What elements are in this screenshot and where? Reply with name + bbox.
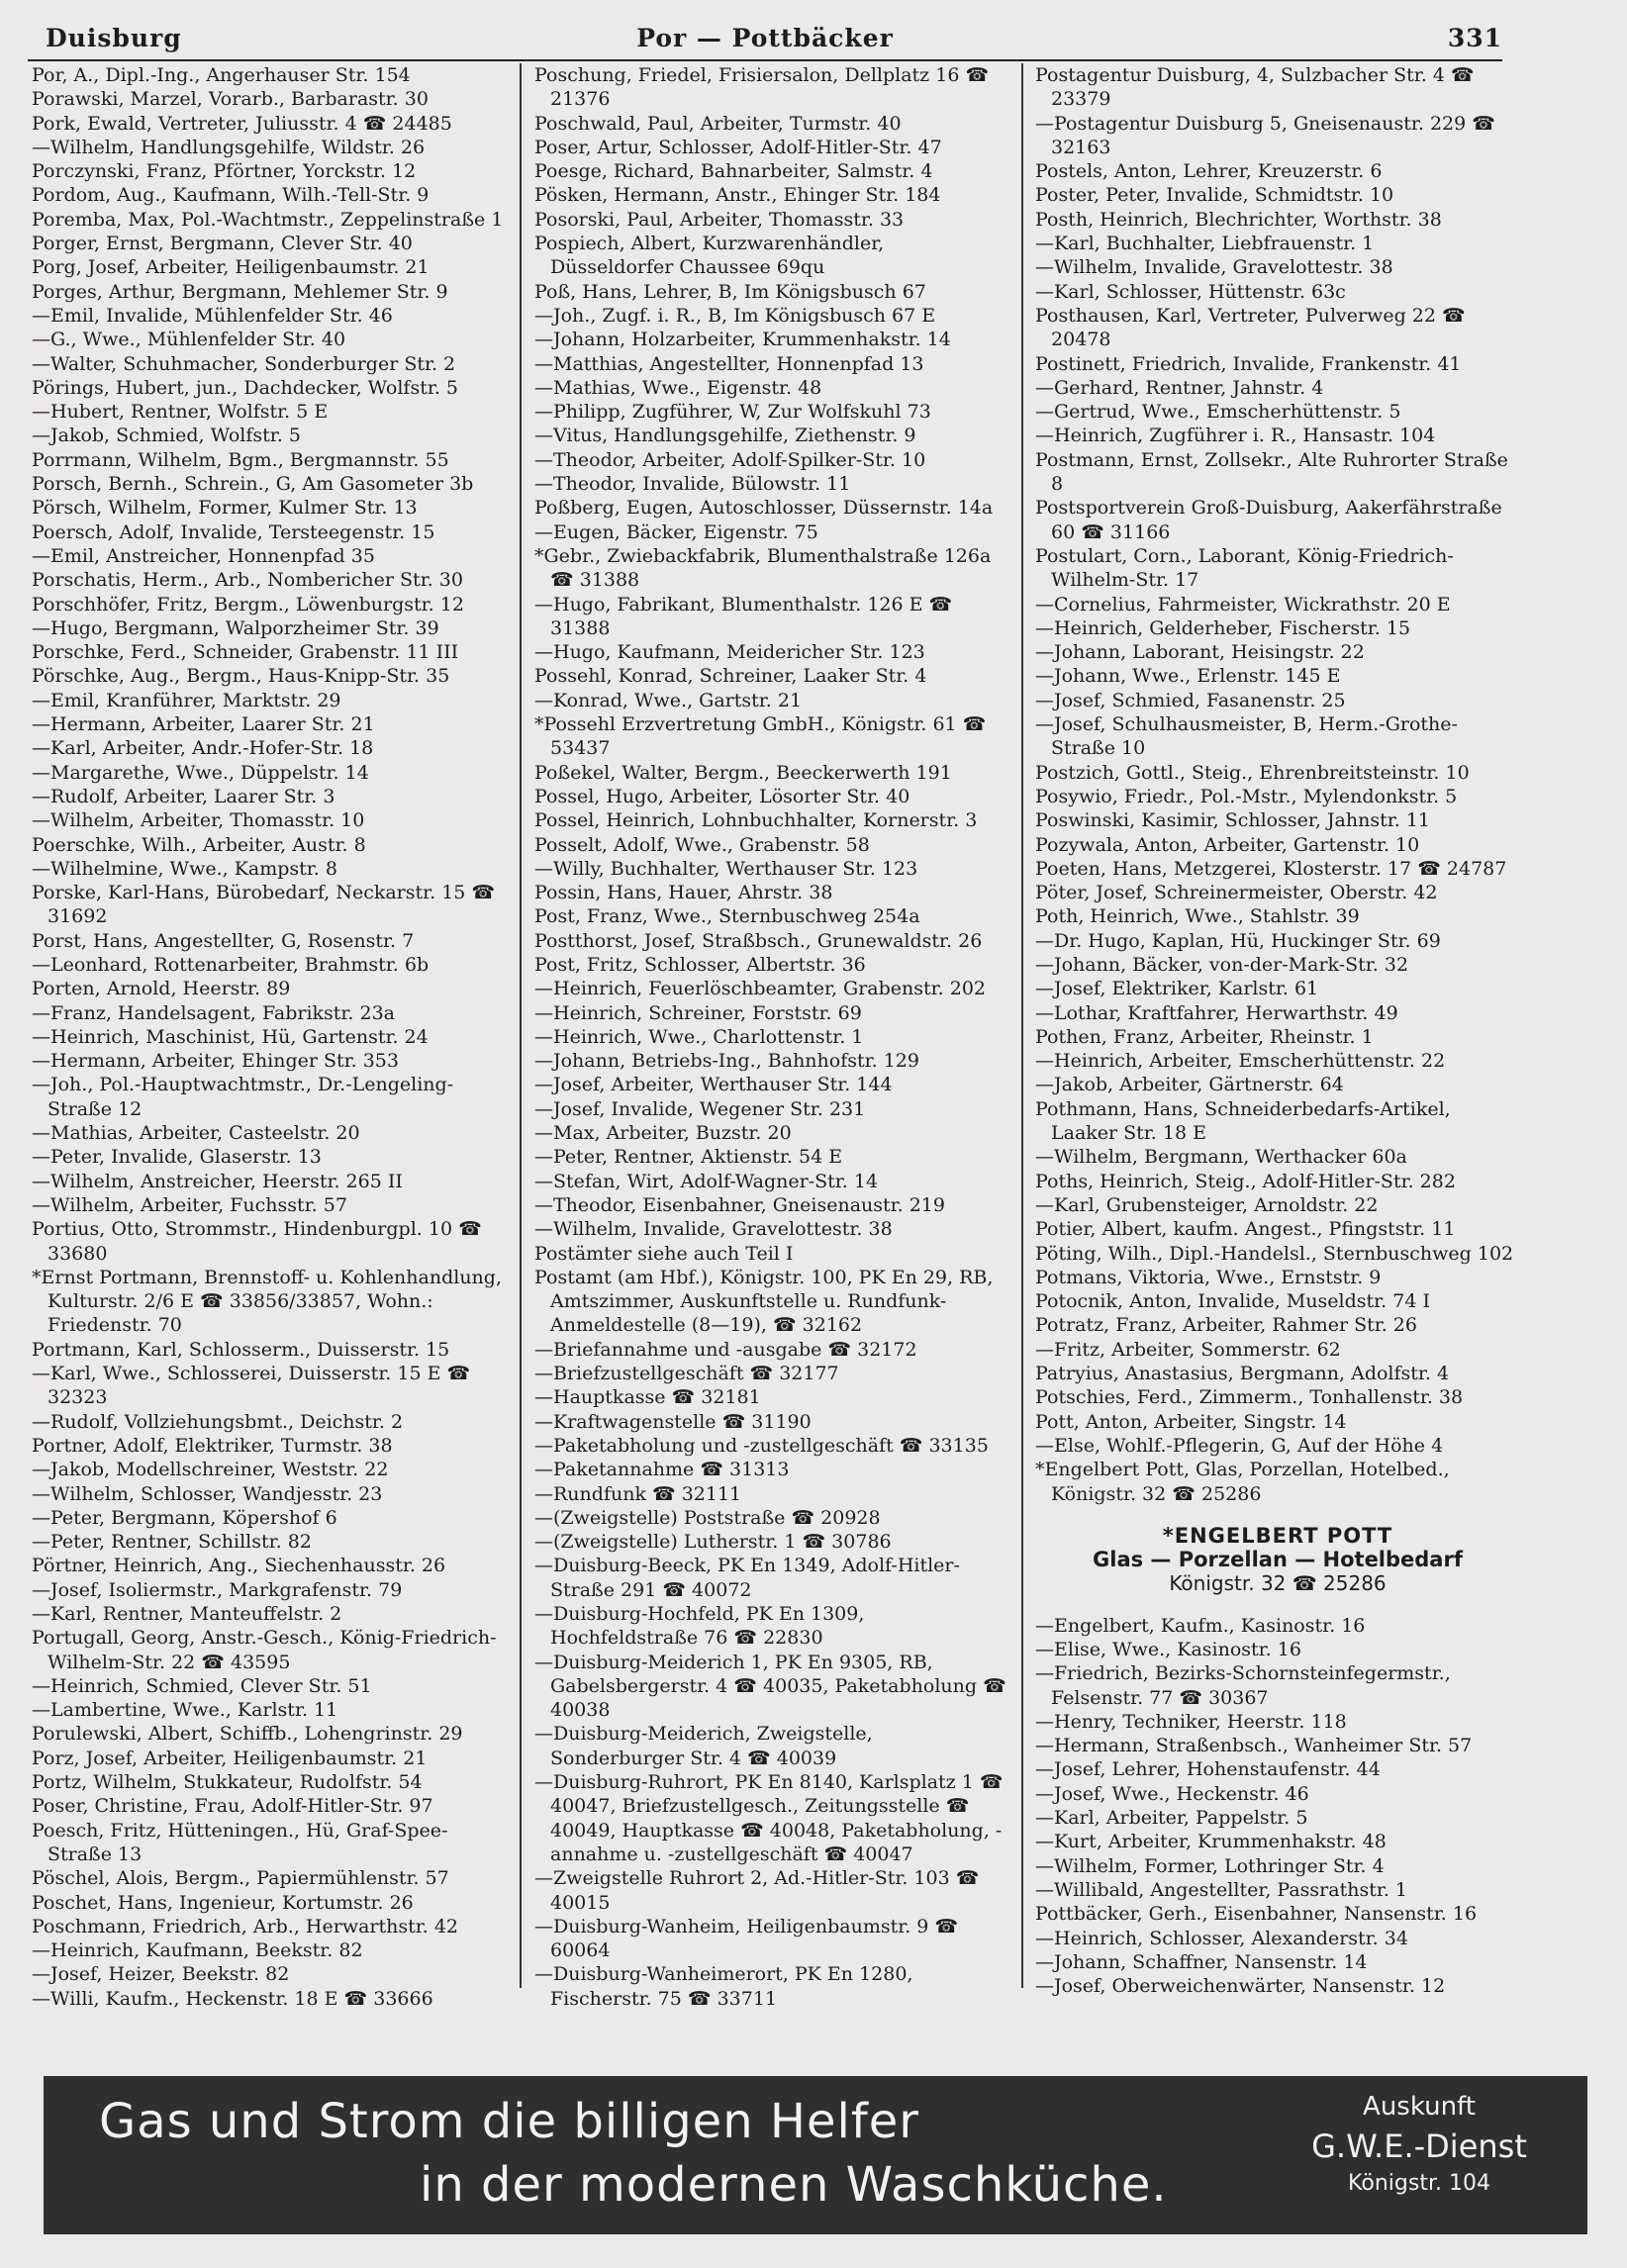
- directory-entry: Possel, Hugo, Arbeiter, Lösorter Str. 40: [534, 785, 910, 807]
- directory-entry: —Karl, Grubensteiger, Arnoldstr. 22: [1035, 1193, 1379, 1216]
- directory-entry: —Wilhelm, Handlungsgehilfe, Wildstr. 26: [32, 136, 426, 158]
- directory-entry: Pothmann, Hans, Schneiderbedarfs-Artikel, Laaker Str. 18 E: [1035, 1097, 1451, 1145]
- directory-entry: —Duisburg-Meiderich, Zweigstelle, Sonderburger Str. 4 ☎ 40039: [534, 1723, 873, 1769]
- directory-entry: —Theodor, Invalide, Bülowstr. 11: [534, 473, 851, 496]
- directory-entry: —Hermann, Straßenbsch., Wanheimer Str. 57: [1035, 1735, 1473, 1757]
- directory-entry: —Heinrich, Schmied, Clever Str. 51: [32, 1674, 372, 1697]
- directory-entry: —Hugo, Fabrikant, Blumenthalstr. 126 E ☎ 31388: [534, 593, 953, 639]
- directory-entry: Pörtner, Heinrich, Ang., Siechenhausstr. 26: [32, 1555, 446, 1577]
- directory-entry: —Theodor, Arbeiter, Adolf-Spilker-Str. 10: [534, 448, 926, 471]
- directory-entry: —Johann, Wwe., Erlenstr. 145 E: [1035, 665, 1341, 688]
- directory-entry: Poschmann, Friedrich, Arb., Herwarthstr. 42: [32, 1915, 459, 1937]
- banner-line-2: in der modernen Waschküche.: [420, 2157, 1168, 2213]
- directory-entry: —Johann, Holzarbeiter, Krummenhakstr. 14: [534, 329, 951, 351]
- directory-entry: Pottbäcker, Gerh., Eisenbahner, Nansenstr. 16: [1035, 1903, 1478, 1926]
- directory-entry: —Wilhelm, Arbeiter, Fuchsstr. 57: [32, 1193, 347, 1216]
- directory-entry: —Theodor, Eisenbahner, Gneisenaustr. 219: [534, 1193, 945, 1216]
- directory-entry: Possel, Heinrich, Lohnbuchhalter, Kornerstr. 3: [534, 809, 978, 832]
- directory-entry: Pörsch, Wilhelm, Former, Kulmer Str. 13: [32, 497, 418, 520]
- ad-address: Königstr. 32 ☎ 25286: [1169, 1571, 1387, 1596]
- directory-entry: —Mathias, Arbeiter, Casteelstr. 20: [32, 1122, 360, 1145]
- directory-entry: —Leonhard, Rottenarbeiter, Brahmstr. 6b: [32, 953, 430, 976]
- directory-entry: Potocnik, Anton, Invalide, Museldstr. 74 I: [1035, 1290, 1430, 1313]
- directory-entry: —Karl, Arbeiter, Andr.-Hofer-Str. 18: [32, 737, 374, 760]
- directory-entry: Postagentur Duisburg, 4, Sulzbacher Str. 4 ☎ 23379: [1035, 64, 1475, 111]
- header-city: Duisburg: [46, 24, 182, 52]
- directory-entry: —Josef, Invalide, Wegener Str. 231: [534, 1097, 866, 1120]
- directory-entry: —Zweigstelle Ruhrort 2, Ad.-Hitler-Str. 103 ☎ 40015: [534, 1867, 980, 1914]
- directory-entry: Poschung, Friedel, Frisiersalon, Dellplatz 16 ☎ 21376: [534, 64, 990, 111]
- directory-entry: —Hermann, Arbeiter, Ehinger Str. 353: [32, 1050, 399, 1073]
- directory-entry: Possehl, Konrad, Schreiner, Laaker Str. 4: [534, 665, 927, 688]
- directory-entry: —Heinrich, Maschinist, Hü, Gartenstr. 24: [32, 1025, 429, 1048]
- directory-entry: —Hugo, Kaufmann, Meidericher Str. 123: [534, 641, 925, 664]
- directory-entry: —Karl, Rentner, Manteuffelstr. 2: [32, 1603, 342, 1625]
- directory-entry: —Lambertine, Wwe., Karlstr. 11: [32, 1699, 338, 1722]
- directory-entry: Postamt (am Hbf.), Königstr. 100, PK En 29, RB, Amtszimmer, Auskunftstelle u. Rundfunk-Anmeldestelle (8—19), ☎ 32162: [534, 1266, 994, 1337]
- directory-entry: —Willy, Buchhalter, Werthauser Str. 123: [534, 857, 918, 880]
- directory-entry: —(Zweigstelle) Poststraße ☎ 20928: [534, 1506, 881, 1529]
- directory-entry: —Duisburg-Beeck, PK En 1349, Adolf-Hitler-Straße 291 ☎ 40072: [534, 1555, 960, 1601]
- directory-entry: —Briefannahme und -ausgabe ☎ 32172: [534, 1338, 917, 1361]
- directory-entry: —Heinrich, Kaufmann, Beekstr. 82: [32, 1939, 363, 1962]
- directory-entry: —Peter, Rentner, Schillstr. 82: [32, 1531, 312, 1554]
- directory-entry: Pöschel, Alois, Bergm., Papiermühlenstr. 57: [32, 1867, 449, 1890]
- directory-entry: —Fritz, Arbeiter, Sommerstr. 62: [1035, 1338, 1341, 1361]
- directory-entry: Poersch, Adolf, Invalide, Tersteegenstr. 15: [32, 520, 435, 543]
- directory-entry: Patryius, Anastasius, Bergmann, Adolfstr. 4: [1035, 1363, 1450, 1385]
- directory-entry: —Johann, Schaffner, Nansenstr. 14: [1035, 1950, 1368, 1973]
- directory-entry: —Gerhard, Rentner, Jahnstr. 4: [1035, 376, 1324, 399]
- directory-entry: Potschies, Ferd., Zimmerm., Tonhallenstr. 38: [1035, 1386, 1464, 1409]
- directory-entry: Pordom, Aug., Kaufmann, Wilh.-Tell-Str. 9: [32, 184, 430, 207]
- directory-entry: Porges, Arthur, Bergmann, Mehlemer Str. 9: [32, 280, 448, 303]
- ad-title: *ENGELBERT POTT: [1162, 1523, 1393, 1548]
- directory-entry: Postels, Anton, Lehrer, Kreuzerstr. 6: [1035, 160, 1383, 183]
- directory-entry: Posselt, Adolf, Wwe., Grabenstr. 58: [534, 833, 870, 856]
- directory-entry: —Joh., Pol.-Hauptwachtmstr., Dr.-Lengeling-Straße 12: [32, 1074, 454, 1120]
- directory-entry: —Karl, Buchhalter, Liebfrauenstr. 1: [1035, 233, 1375, 255]
- directory-entry: —Johann, Bäcker, von-der-Mark-Str. 32: [1035, 953, 1409, 976]
- directory-entry: —Heinrich, Arbeiter, Emscherhüttenstr. 22: [1035, 1050, 1446, 1073]
- directory-entry: Porrmann, Wilhelm, Bgm., Bergmannstr. 55: [32, 448, 449, 471]
- directory-entry: —Heinrich, Wwe., Charlottenstr. 1: [534, 1025, 864, 1048]
- banner-line-1: Gas und Strom die billigen Helfer: [99, 2094, 920, 2149]
- directory-entry: Porschatis, Herm., Arb., Nombericher Str. 30: [32, 569, 463, 592]
- directory-entry: —Peter, Invalide, Glaserstr. 13: [32, 1146, 322, 1169]
- directory-entry: —Jakob, Schmied, Wolfstr. 5: [32, 425, 301, 447]
- directory-entry: —Duisburg-Hochfeld, PK En 1309, Hochfeldstraße 76 ☎ 22830: [534, 1603, 865, 1650]
- directory-entry: Porsch, Bernh., Schrein., G, Am Gasometer 3b: [32, 473, 474, 496]
- directory-columns: [28, 63, 1514, 2092]
- directory-entry: —Wilhelmine, Wwe., Kampstr. 8: [32, 857, 337, 880]
- directory-entry: —Peter, Rentner, Aktienstr. 54 E: [534, 1146, 843, 1169]
- column-3-upper: [1035, 63, 1520, 1506]
- directory-entry: Potratz, Franz, Arbeiter, Rahmer Str. 26: [1035, 1314, 1417, 1337]
- directory-entry: —Heinrich, Gelderheber, Fischerstr. 15: [1035, 616, 1411, 639]
- directory-entry: —Stefan, Wirt, Adolf-Wagner-Str. 14: [534, 1170, 879, 1192]
- directory-entry: Postulart, Corn., Laborant, König-Friedrich-Wilhelm-Str. 17: [1035, 544, 1454, 592]
- directory-entry: Porschhöfer, Fritz, Bergm., Löwenburgstr. 12: [32, 593, 464, 615]
- directory-entry: Pork, Ewald, Vertreter, Juliusstr. 4 ☎ 24485: [32, 112, 452, 135]
- directory-entry: —Heinrich, Schlosser, Alexanderstr. 34: [1035, 1927, 1408, 1949]
- directory-entry: —Josef, Schulhausmeister, B, Herm.-Grothe-Straße 10: [1035, 713, 1458, 760]
- directory-entry: Posthausen, Karl, Vertreter, Pulverweg 22 ☎ 20478: [1035, 304, 1466, 351]
- directory-entry: —Hauptkasse ☎ 32181: [534, 1386, 761, 1409]
- page-number: 331: [1447, 24, 1502, 52]
- directory-entry: —Walter, Schuhmacher, Sonderburger Str. 2: [32, 352, 456, 375]
- directory-entry: Porger, Ernst, Bergmann, Clever Str. 40: [32, 233, 413, 255]
- directory-entry: —Elise, Wwe., Kasinostr. 16: [1035, 1639, 1301, 1660]
- column-divider: [1021, 63, 1023, 1988]
- directory-entry: Pöting, Wilh., Dipl.-Handelsl., Sternbuschweg 102: [1035, 1242, 1514, 1265]
- column-3: [1035, 63, 1520, 2092]
- banner-service-name: G.W.E.-Dienst: [1311, 2127, 1527, 2165]
- directory-entry: Poerschke, Wilh., Arbeiter, Austr. 8: [32, 833, 366, 856]
- directory-entry: —Josef, Lehrer, Hohenstaufenstr. 44: [1035, 1758, 1381, 1781]
- directory-entry: Poser, Artur, Schlosser, Adolf-Hitler-Str. 47: [534, 136, 942, 158]
- directory-entry: Porg, Josef, Arbeiter, Heiligenbaumstr. 21: [32, 256, 430, 279]
- directory-entry: Poßekel, Walter, Bergm., Beeckerwerth 191: [534, 761, 952, 784]
- column-2: [534, 63, 1007, 2092]
- directory-entry: —Wilhelm, Anstreicher, Heerstr. 265 II: [32, 1170, 403, 1192]
- directory-entry: Poesge, Richard, Bahnarbeiter, Salmstr. 4: [534, 160, 933, 183]
- directory-entry: Portugall, Georg, Anstr.-Gesch., König-Friedrich-Wilhelm-Str. 22 ☎ 43595: [32, 1627, 497, 1673]
- directory-entry: Pörschke, Aug., Bergm., Haus-Knipp-Str. 35: [32, 665, 450, 688]
- directory-entry: Portius, Otto, Strommstr., Hindenburgpl. 10 ☎ 33680: [32, 1218, 482, 1265]
- directory-entry: —Margarethe, Wwe., Düppelstr. 14: [32, 761, 369, 784]
- directory-entry: Pösken, Hermann, Anstr., Ehinger Str. 184: [534, 184, 941, 207]
- directory-entry: —Paketannahme ☎ 31313: [534, 1459, 790, 1481]
- directory-entry: —Dr. Hugo, Kaplan, Hü, Huckinger Str. 69: [1035, 929, 1441, 952]
- directory-entry: —Friedrich, Bezirks-Schornsteinfegermstr., Felsenstr. 77 ☎ 30367: [1035, 1662, 1451, 1709]
- directory-entry: —Jakob, Arbeiter, Gärtnerstr. 64: [1035, 1074, 1344, 1096]
- directory-entry: Porawski, Marzel, Vorarb., Barbarastr. 30: [32, 88, 429, 111]
- directory-entry: —Hugo, Bergmann, Walporzheimer Str. 39: [32, 616, 439, 639]
- banner-info-label: Auskunft: [1363, 2092, 1476, 2122]
- ad-subtitle: Glas — Porzellan — Hotelbedarf: [1093, 1548, 1463, 1572]
- directory-entry: Postmann, Ernst, Zollsekr., Alte Ruhrorter Straße 8: [1035, 448, 1508, 496]
- directory-entry: —Vitus, Handlungsgehilfe, Ziethenstr. 9: [534, 425, 916, 447]
- directory-entry: Pozywala, Anton, Arbeiter, Gartenstr. 10: [1035, 833, 1420, 856]
- directory-entry: —Willi, Kaufm., Heckenstr. 18 E ☎ 33666: [32, 1987, 433, 2010]
- directory-entry: —Willibald, Angestellter, Passrathstr. 1: [1035, 1878, 1408, 1901]
- directory-entry: Portz, Wilhelm, Stukkateur, Rudolfstr. 54: [32, 1771, 423, 1794]
- directory-entry: Poster, Peter, Invalide, Schmidtstr. 10: [1035, 184, 1394, 207]
- directory-entry: Poschwald, Paul, Arbeiter, Turmstr. 40: [534, 112, 902, 135]
- directory-entry: —Rudolf, Arbeiter, Laarer Str. 3: [32, 785, 335, 807]
- directory-entry: Poschet, Hans, Ingenieur, Kortumstr. 26: [32, 1891, 414, 1914]
- directory-entry: Poths, Heinrich, Steig., Adolf-Hitler-Str. 282: [1035, 1170, 1456, 1192]
- directory-page: [28, 22, 1514, 2258]
- page-header: [28, 22, 1502, 61]
- directory-entry: —Else, Wohlf.-Pflegerin, G, Auf der Höhe 4: [1035, 1434, 1444, 1457]
- directory-entry: —Paketabholung und -zustellgeschäft ☎ 33135: [534, 1434, 989, 1457]
- directory-entry: Porczynski, Franz, Pförtner, Yorckstr. 12: [32, 160, 417, 183]
- directory-entry: Posorski, Paul, Arbeiter, Thomasstr. 33: [534, 208, 905, 231]
- directory-entry: Pospiech, Albert, Kurzwarenhändler, Düsseldorfer Chaussee 69qu: [534, 233, 885, 279]
- directory-entry: —Wilhelm, Former, Lothringer Str. 4: [1035, 1854, 1385, 1877]
- directory-entry: —Emil, Kranführer, Marktstr. 29: [32, 689, 341, 711]
- directory-entry: —Rundfunk ☎ 32111: [534, 1482, 742, 1505]
- directory-entry: —Hubert, Rentner, Wolfstr. 5 E: [32, 401, 329, 424]
- directory-entry: Pothen, Franz, Arbeiter, Rheinstr. 1: [1035, 1025, 1374, 1048]
- directory-entry: Possin, Hans, Hauer, Ahrstr. 38: [534, 882, 833, 904]
- directory-entry: Portner, Adolf, Elektriker, Turmstr. 38: [32, 1434, 393, 1457]
- directory-entry: —Wilhelm, Schlosser, Wandjesstr. 23: [32, 1482, 383, 1505]
- directory-entry: *Possehl Erzvertretung GmbH., Königstr. 61 ☎ 53437: [534, 713, 987, 760]
- directory-entry: Porske, Karl-Hans, Bürobedarf, Neckarstr. 15 ☎ 31692: [32, 882, 496, 928]
- directory-entry: —G., Wwe., Mühlenfelder Str. 40: [32, 329, 346, 351]
- directory-entry: —Wilhelm, Arbeiter, Thomasstr. 10: [32, 809, 365, 832]
- directory-entry: Pöter, Josef, Schreinermeister, Oberstr. 42: [1035, 882, 1438, 904]
- directory-entry: Postthorst, Josef, Straßbsch., Grunewaldstr. 26: [534, 929, 983, 952]
- directory-entry: —Josef, Schmied, Fasanenstr. 25: [1035, 689, 1346, 711]
- directory-entry: —Josef, Oberweichenwärter, Nansenstr. 12: [1035, 1975, 1446, 1998]
- directory-entry: Pott, Anton, Arbeiter, Singstr. 14: [1035, 1410, 1347, 1433]
- directory-entry: —Rudolf, Vollziehungsbmt., Deichstr. 2: [32, 1410, 404, 1433]
- directory-entry: —Engelbert, Kaufm., Kasinostr. 16: [1035, 1614, 1366, 1637]
- directory-entry: —Heinrich, Feuerlöschbeamter, Grabenstr. 202: [534, 978, 986, 1000]
- directory-entry: —Johann, Betriebs-Ing., Bahnhofstr. 129: [534, 1050, 919, 1073]
- directory-entry: —Heinrich, Schreiner, Forststr. 69: [534, 1001, 862, 1024]
- directory-entry: Porz, Josef, Arbeiter, Heiligenbaumstr. 21: [32, 1747, 428, 1769]
- directory-entry: —Karl, Wwe., Schlosserei, Duisserstr. 15 E ☎ 32323: [32, 1363, 471, 1409]
- directory-entry: —Kurt, Arbeiter, Krummenhakstr. 48: [1035, 1831, 1387, 1853]
- directory-entry: —Cornelius, Fahrmeister, Wickrathstr. 20 E: [1035, 593, 1451, 615]
- directory-entry: Potmans, Viktoria, Wwe., Ernststr. 9: [1035, 1266, 1382, 1288]
- directory-entry: —Max, Arbeiter, Buzstr. 20: [534, 1122, 792, 1145]
- directory-entry: —Franz, Handelsagent, Fabrikstr. 23a: [32, 1001, 395, 1024]
- directory-entry: *Gebr., Zwiebackfabrik, Blumenthalstraße 126a ☎ 31388: [534, 544, 992, 592]
- directory-entry: —Wilhelm, Invalide, Gravelottestr. 38: [534, 1218, 893, 1241]
- directory-entry: —Heinrich, Zugführer i. R., Hansastr. 104: [1035, 425, 1436, 447]
- advertisement-banner: [44, 2076, 1587, 2234]
- directory-entry: Porten, Arnold, Heerstr. 89: [32, 978, 291, 1000]
- directory-entry: —Matthias, Angestellter, Honnenpfad 13: [534, 352, 924, 375]
- directory-entry: —Karl, Arbeiter, Pappelstr. 5: [1035, 1807, 1308, 1830]
- directory-entry: —Kraftwagenstelle ☎ 31190: [534, 1410, 812, 1433]
- directory-entry: —Gertrud, Wwe., Emscherhüttenstr. 5: [1035, 401, 1401, 424]
- directory-entry: —Peter, Bergmann, Köpershof 6: [32, 1506, 337, 1529]
- directory-entry: —Duisburg-Wanheimerort, PK En 1280, Fischerstr. 75 ☎ 33711: [534, 1963, 913, 2010]
- directory-entry: Post, Franz, Wwe., Sternbuschweg 254a: [534, 905, 920, 928]
- directory-entry: Pörings, Hubert, jun., Dachdecker, Wolfstr. 5: [32, 376, 458, 399]
- directory-entry: —Josef, Arbeiter, Werthauser Str. 144: [534, 1074, 893, 1096]
- directory-entry: Poser, Christine, Frau, Adolf-Hitler-Str. 97: [32, 1795, 433, 1818]
- directory-entry: —(Zweigstelle) Lutherstr. 1 ☎ 30786: [534, 1531, 892, 1554]
- directory-entry: —Josef, Isoliermstr., Markgrafenstr. 79: [32, 1578, 403, 1601]
- directory-entry: —Karl, Schlosser, Hüttenstr. 63c: [1035, 280, 1346, 303]
- directory-entry: —Mathias, Wwe., Eigenstr. 48: [534, 376, 822, 399]
- directory-entry: Potier, Albert, kaufm. Angest., Pfingststr. 11: [1035, 1218, 1456, 1241]
- directory-entry: —Lothar, Kraftfahrer, Herwarthstr. 49: [1035, 1001, 1398, 1024]
- directory-entry: Poß, Hans, Lehrer, B, Im Königsbusch 67: [534, 280, 926, 303]
- directory-entry: Por, A., Dipl.-Ing., Angerhauser Str. 154: [32, 64, 411, 86]
- directory-entry: Porschke, Ferd., Schneider, Grabenstr. 11 III: [32, 641, 459, 664]
- directory-entry: —Henry, Techniker, Heerstr. 118: [1035, 1710, 1347, 1733]
- column-divider: [520, 63, 522, 1988]
- column-3-lower: [1035, 1614, 1520, 1999]
- directory-entry: Posth, Heinrich, Blechrichter, Worthstr. 38: [1035, 208, 1442, 231]
- directory-entry: Poth, Heinrich, Wwe., Stahlstr. 39: [1035, 905, 1360, 928]
- banner-contact: [1291, 2092, 1548, 2196]
- column-1: [32, 63, 505, 2092]
- directory-entry: Poßberg, Eugen, Autoschlosser, Düssernstr. 14a: [534, 497, 994, 520]
- directory-entry: Poswinski, Kasimir, Schlosser, Jahnstr. 11: [1035, 809, 1430, 832]
- directory-entry: —Duisburg-Meiderich 1, PK En 9305, RB, Gabelsbergerstr. 4 ☎ 40035, Paketabholung ☎ 40038: [534, 1651, 1006, 1722]
- directory-entry: Postzich, Gottl., Steig., Ehrenbreitsteinstr. 10: [1035, 761, 1470, 784]
- directory-entry: —Postagentur Duisburg 5, Gneisenaustr. 229 ☎ 32163: [1035, 112, 1495, 158]
- engelbert-pott-advertisement: [1035, 1524, 1520, 1596]
- directory-entry: —Wilhelm, Bergmann, Werthacker 60a: [1035, 1146, 1407, 1169]
- directory-entry: —Emil, Anstreicher, Honnenpfad 35: [32, 544, 375, 567]
- directory-entry: Poremba, Max, Pol.-Wachtmstr., Zeppelinstraße 1: [32, 208, 504, 231]
- directory-entry: Poeten, Hans, Metzgerei, Klosterstr. 17 ☎ 24787: [1035, 857, 1507, 880]
- directory-entry: —Briefzustellgeschäft ☎ 32177: [534, 1363, 839, 1385]
- directory-entry: Porst, Hans, Angestellter, G, Rosenstr. 7: [32, 929, 415, 952]
- directory-entry: —Duisburg-Wanheim, Heiligenbaumstr. 9 ☎ 60064: [534, 1915, 959, 1962]
- directory-entry: Porulewski, Albert, Schiffb., Lohengrinstr. 29: [32, 1723, 463, 1746]
- directory-entry: —Emil, Invalide, Mühlenfelder Str. 46: [32, 304, 393, 327]
- banner-service-address: Königstr. 104: [1348, 2171, 1490, 2196]
- directory-entry: —Duisburg-Ruhrort, PK En 8140, Karlsplatz 1 ☎ 40047, Briefzustellgesch., Zeitungsstelle ☎ 40049, Hauptkasse ☎ 40048, Paketabholung, -annahme u. -zustellgeschäft ☎ 40047: [534, 1771, 1004, 1865]
- directory-entry: —Eugen, Bäcker, Eigenstr. 75: [534, 520, 818, 543]
- directory-entry: —Josef, Heizer, Beekstr. 82: [32, 1963, 290, 1986]
- directory-entry: —Josef, Wwe., Heckenstr. 46: [1035, 1782, 1309, 1805]
- directory-entry: —Johann, Laborant, Heisingstr. 22: [1035, 641, 1365, 664]
- directory-entry: —Josef, Elektriker, Karlstr. 61: [1035, 978, 1319, 1000]
- directory-entry: Postämter siehe auch Teil I: [534, 1242, 794, 1265]
- directory-entry: *Ernst Portmann, Brennstoff- u. Kohlenhandlung, Kulturstr. 2/6 E ☎ 33856/33857, Wohn.: Friedenstr. 70: [32, 1266, 502, 1337]
- header-range: Por — Pottbäcker: [636, 24, 894, 52]
- directory-entry: —Wilhelm, Invalide, Gravelottestr. 38: [1035, 256, 1393, 279]
- directory-entry: —Jakob, Modellschreiner, Weststr. 22: [32, 1459, 389, 1481]
- directory-entry: Postsportverein Groß-Duisburg, Aakerfährstraße 60 ☎ 31166: [1035, 497, 1502, 543]
- directory-entry: —Hermann, Arbeiter, Laarer Str. 21: [32, 713, 375, 736]
- directory-entry: Poesch, Fritz, Hütteningen., Hü, Graf-Spee-Straße 13: [32, 1819, 448, 1865]
- directory-entry: —Konrad, Wwe., Gartstr. 21: [534, 689, 803, 711]
- directory-entry: Posywio, Friedr., Pol.-Mstr., Mylendonkstr. 5: [1035, 785, 1458, 807]
- directory-entry: Post, Fritz, Schlosser, Albertstr. 36: [534, 953, 866, 976]
- directory-entry: —Philipp, Zugführer, W, Zur Wolfskuhl 73: [534, 401, 931, 424]
- directory-entry: Portmann, Karl, Schlosserm., Duisserstr. 15: [32, 1338, 450, 1361]
- directory-entry: Postinett, Friedrich, Invalide, Frankenstr. 41: [1035, 352, 1462, 375]
- directory-entry: *Engelbert Pott, Glas, Porzellan, Hotelbed., Königstr. 32 ☎ 25286: [1035, 1459, 1450, 1505]
- directory-entry: —Joh., Zugf. i. R., B, Im Königsbusch 67 E: [534, 304, 936, 327]
